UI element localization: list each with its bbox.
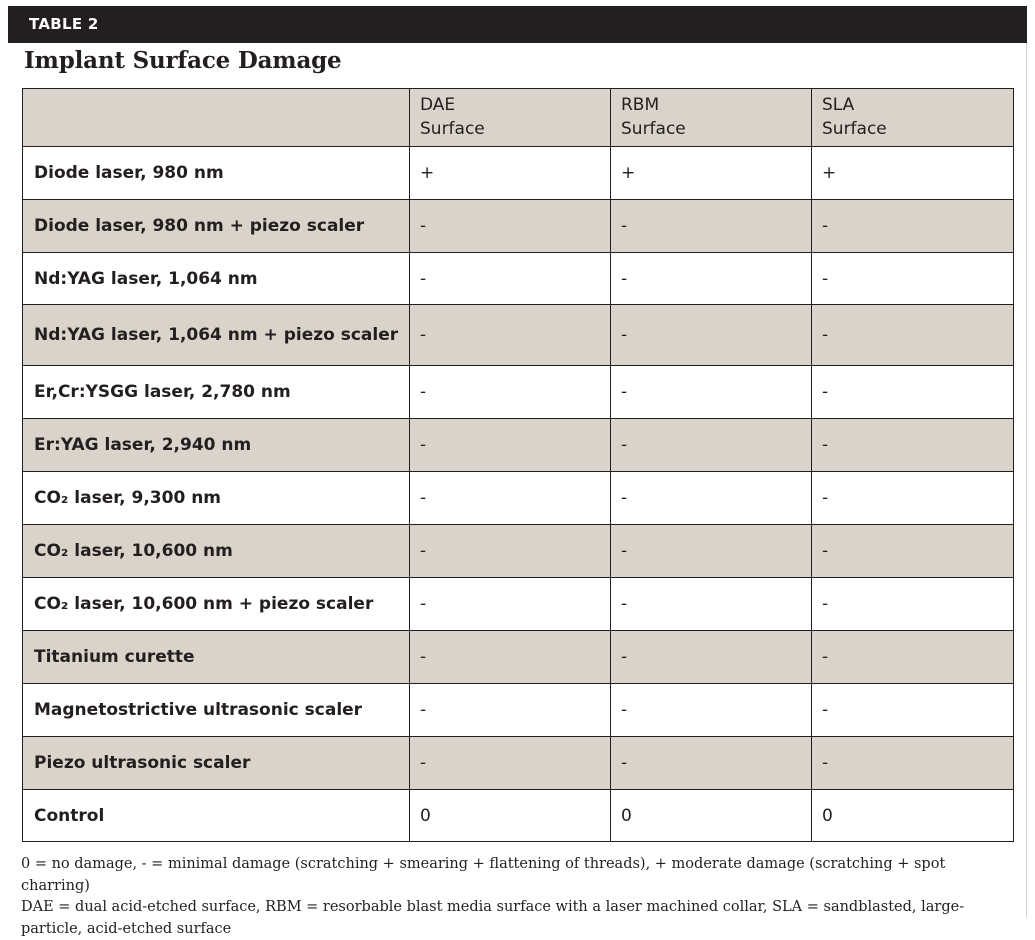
treatment-cell: Er,Cr:YSGG laser, 2,780 nm: [23, 366, 410, 419]
treatment-cell: Er:YAG laser, 2,940 nm: [23, 419, 410, 472]
dae-cell: -: [410, 472, 611, 525]
rbm-cell: -: [611, 684, 812, 737]
dae-cell: -: [410, 525, 611, 578]
treatment-cell: Diode laser, 980 nm + piezo scaler: [23, 200, 410, 253]
treatment-cell: CO₂ laser, 9,300 nm: [23, 472, 410, 525]
treatment-cell: CO₂ laser, 10,600 nm + piezo scaler: [23, 578, 410, 631]
header-treatment: [23, 89, 410, 147]
sla-cell: -: [812, 472, 1014, 525]
treatment-cell: Nd:YAG laser, 1,064 nm: [23, 253, 410, 305]
table-row: [23, 578, 1014, 631]
dae-cell: -: [410, 631, 611, 684]
rbm-cell: -: [611, 200, 812, 253]
sla-cell: -: [812, 578, 1014, 631]
header-dae-line2: Surface: [420, 118, 485, 139]
table-row: [23, 253, 1014, 305]
dae-cell: 0: [410, 790, 611, 842]
sla-cell: -: [812, 253, 1014, 305]
header-sla-line1: SLA: [822, 94, 855, 115]
sla-cell: -: [812, 200, 1014, 253]
rbm-cell: 0: [611, 790, 812, 842]
treatment-cell: Titanium curette: [23, 631, 410, 684]
table-row: [23, 305, 1014, 366]
treatment-cell: Piezo ultrasonic scaler: [23, 737, 410, 790]
sla-cell: 0: [812, 790, 1014, 842]
header-rbm: [611, 89, 812, 147]
header-row: [23, 89, 1014, 147]
dae-cell: +: [410, 147, 611, 200]
table-row: [23, 147, 1014, 200]
dae-cell: -: [410, 200, 611, 253]
sla-cell: -: [812, 366, 1014, 419]
header-dae-line1: DAE: [420, 94, 456, 115]
header-sla-line2: Surface: [822, 118, 887, 139]
table-label-bar: [8, 6, 1027, 43]
dae-cell: -: [410, 253, 611, 305]
table-row: [23, 737, 1014, 790]
header-rbm-line1: RBM: [621, 94, 660, 115]
dae-cell: -: [410, 419, 611, 472]
rbm-cell: -: [611, 253, 812, 305]
header-sla: [812, 89, 1014, 147]
sla-cell: -: [812, 305, 1014, 366]
table-row: [23, 525, 1014, 578]
table-row: [23, 684, 1014, 737]
footnote-legend: 0 = no damage, - = minimal damage (scratching + smearing + flattening of threads), + moderate damage (scratching + spot charring): [21, 856, 946, 894]
rbm-cell: +: [611, 147, 812, 200]
table-footnotes: [21, 854, 1011, 940]
table-row: [23, 472, 1014, 525]
dae-cell: -: [410, 684, 611, 737]
sla-cell: -: [812, 737, 1014, 790]
rbm-cell: -: [611, 419, 812, 472]
dae-cell: -: [410, 578, 611, 631]
damage-table: [22, 88, 1014, 842]
table-row: [23, 631, 1014, 684]
header-dae: [410, 89, 611, 147]
table-title: Implant Surface Damage: [24, 47, 342, 74]
table-row: [23, 790, 1014, 842]
header-rbm-line2: Surface: [621, 118, 686, 139]
rbm-cell: -: [611, 525, 812, 578]
treatment-cell: Magnetostrictive ultrasonic scaler: [23, 684, 410, 737]
dae-cell: -: [410, 305, 611, 366]
treatment-cell: Diode laser, 980 nm: [23, 147, 410, 200]
sla-cell: -: [812, 684, 1014, 737]
treatment-cell: CO₂ laser, 10,600 nm: [23, 525, 410, 578]
sla-cell: +: [812, 147, 1014, 200]
sla-cell: -: [812, 631, 1014, 684]
table-row: [23, 200, 1014, 253]
rbm-cell: -: [611, 578, 812, 631]
sla-cell: -: [812, 419, 1014, 472]
table-label: TABLE 2: [29, 15, 99, 33]
rbm-cell: -: [611, 737, 812, 790]
rbm-cell: -: [611, 631, 812, 684]
treatment-cell: Control: [23, 790, 410, 842]
table-row: [23, 366, 1014, 419]
rbm-cell: -: [611, 305, 812, 366]
rbm-cell: -: [611, 366, 812, 419]
dae-cell: -: [410, 737, 611, 790]
table-row: [23, 419, 1014, 472]
sla-cell: -: [812, 525, 1014, 578]
rbm-cell: -: [611, 472, 812, 525]
dae-cell: -: [410, 366, 611, 419]
treatment-cell: Nd:YAG laser, 1,064 nm + piezo scaler: [23, 305, 410, 366]
footnote-abbreviations: DAE = dual acid-etched surface, RBM = resorbable blast media surface with a laser machined collar, SLA = sandblasted, large-particle, acid-etched surface: [21, 899, 965, 937]
